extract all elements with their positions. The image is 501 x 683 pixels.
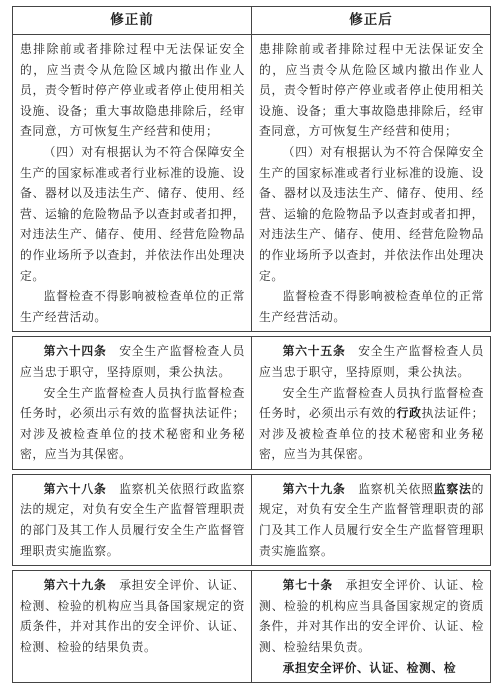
paragraph: 监督检查不得影响被检查单位的正常生产经营活动。 xyxy=(259,289,484,324)
header-before: 修正前 xyxy=(13,7,252,35)
comparison-table xyxy=(12,6,491,683)
amended-text: 行政 xyxy=(396,406,422,421)
table-header-row xyxy=(13,7,491,35)
paragraph-text: 安全生产监督检查人员执行监督检查任务时，必须出示有效的 xyxy=(259,385,484,421)
article-number: 第六十八条 xyxy=(43,481,107,496)
paragraph: 患排除前或者排除过程中无法保证安全的，应当责令从危险区域内撤出作业人员，责令暂时停产停业或者停止使用相关设施、设备；重大事故隐患排除后，经审查同意，方可恢复生产经营和使用； xyxy=(259,42,484,139)
article-number: 第六十五条 xyxy=(282,344,346,359)
article-number: 第七十条 xyxy=(282,578,333,593)
paragraph: 患排除前或者排除过程中无法保证安全的，应当责令从危险区域内撤出作业人员，责令暂时停产停业或者停止使用相关设施、设备；重大事故隐患排除后，经审查同意，方可恢复生产经营和使用； xyxy=(20,42,245,139)
paragraph-text: 承担安全评价、认证、检测、检验的机构应当具备国家规定的资质条件，并对其作出的安全评价、认证、检测、检验的结果负责。 xyxy=(20,578,245,655)
paragraph: （四）对有根据认为不符合保障安全生产的国家标准或者行业标准的设施、设备、器材以及违法生产、储存、使用、经营、运输的危险物品予以查封或者扣押，对违法生产、储存、使用、经营危险物品的作业场所予以查封，并依法作出处理决定。 xyxy=(20,144,245,283)
article-number: 第六十九条 xyxy=(43,578,107,593)
paragraph: 监督检查不得影响被检查单位的正常生产经营活动。 xyxy=(20,289,245,324)
cell-before xyxy=(13,35,252,332)
header-after: 修正后 xyxy=(252,7,491,35)
paragraph-text: 承担安全评价、认证、检测、检验的机构应当具备国家规定的资质条件，并对其作出的安全评价、认证、检测、检验结果负责。 xyxy=(259,578,484,655)
cell-after xyxy=(252,571,491,683)
cell-after xyxy=(252,474,491,565)
paragraph xyxy=(259,575,484,657)
table-row xyxy=(13,337,491,470)
amended-paragraph: 承担安全评价、认证、检测、检 xyxy=(282,660,457,675)
paragraph xyxy=(259,341,484,382)
article-number: 第六十九条 xyxy=(282,481,346,496)
cell-after xyxy=(252,35,491,332)
paragraph-text: 安全生产监督检查人员应当忠于职守，坚持原则，秉公执法。 xyxy=(20,344,245,379)
paragraph-text: 监察机关依照 xyxy=(358,481,434,496)
paragraph xyxy=(20,341,245,382)
table-row xyxy=(13,35,491,332)
cell-before xyxy=(13,474,252,565)
article-number: 第六十四条 xyxy=(43,344,107,359)
table-row xyxy=(13,571,491,683)
paragraph xyxy=(259,383,484,465)
paragraph xyxy=(20,575,245,657)
amended-text: 监察法 xyxy=(433,481,472,496)
table-row xyxy=(13,474,491,565)
cell-before xyxy=(13,571,252,683)
cell-after xyxy=(252,337,491,470)
paragraph-text: 执法证件；对涉及被检查单位的技术秘密和业务秘密，应当为其保密。 xyxy=(259,406,484,462)
paragraph: 安全生产监督检查人员执行监督检查任务时，必须出示有效的监督执法证件；对涉及被检查单位的技术秘密和业务秘密，应当为其保密。 xyxy=(20,385,245,462)
paragraph-text: 安全生产监督检查人员应当忠于职守，坚持原则，秉公执法。 xyxy=(259,344,484,379)
paragraph xyxy=(20,479,245,561)
paragraph xyxy=(259,479,484,561)
paragraph: （四）对有根据认为不符合保障安全生产的国家标准或者行业标准的设施、设备、器材以及违法生产、储存、使用、经营、运输的危险物品予以查封或者扣押，对违法生产、储存、使用、经营危险物品的作业场所予以查封，并依法作出处理决定。 xyxy=(259,144,484,283)
cell-before xyxy=(13,337,252,470)
paragraph-text: 监察机关依照行政监察法的规定，对负有安全生产监督管理职责的部门及其工作人员履行安全生产监督管理职责实施监察。 xyxy=(20,481,245,558)
paragraph-text: 的规定，对负有安全生产监督管理职责的部门及其工作人员履行安全生产监督管理职责实施监察。 xyxy=(259,481,484,558)
